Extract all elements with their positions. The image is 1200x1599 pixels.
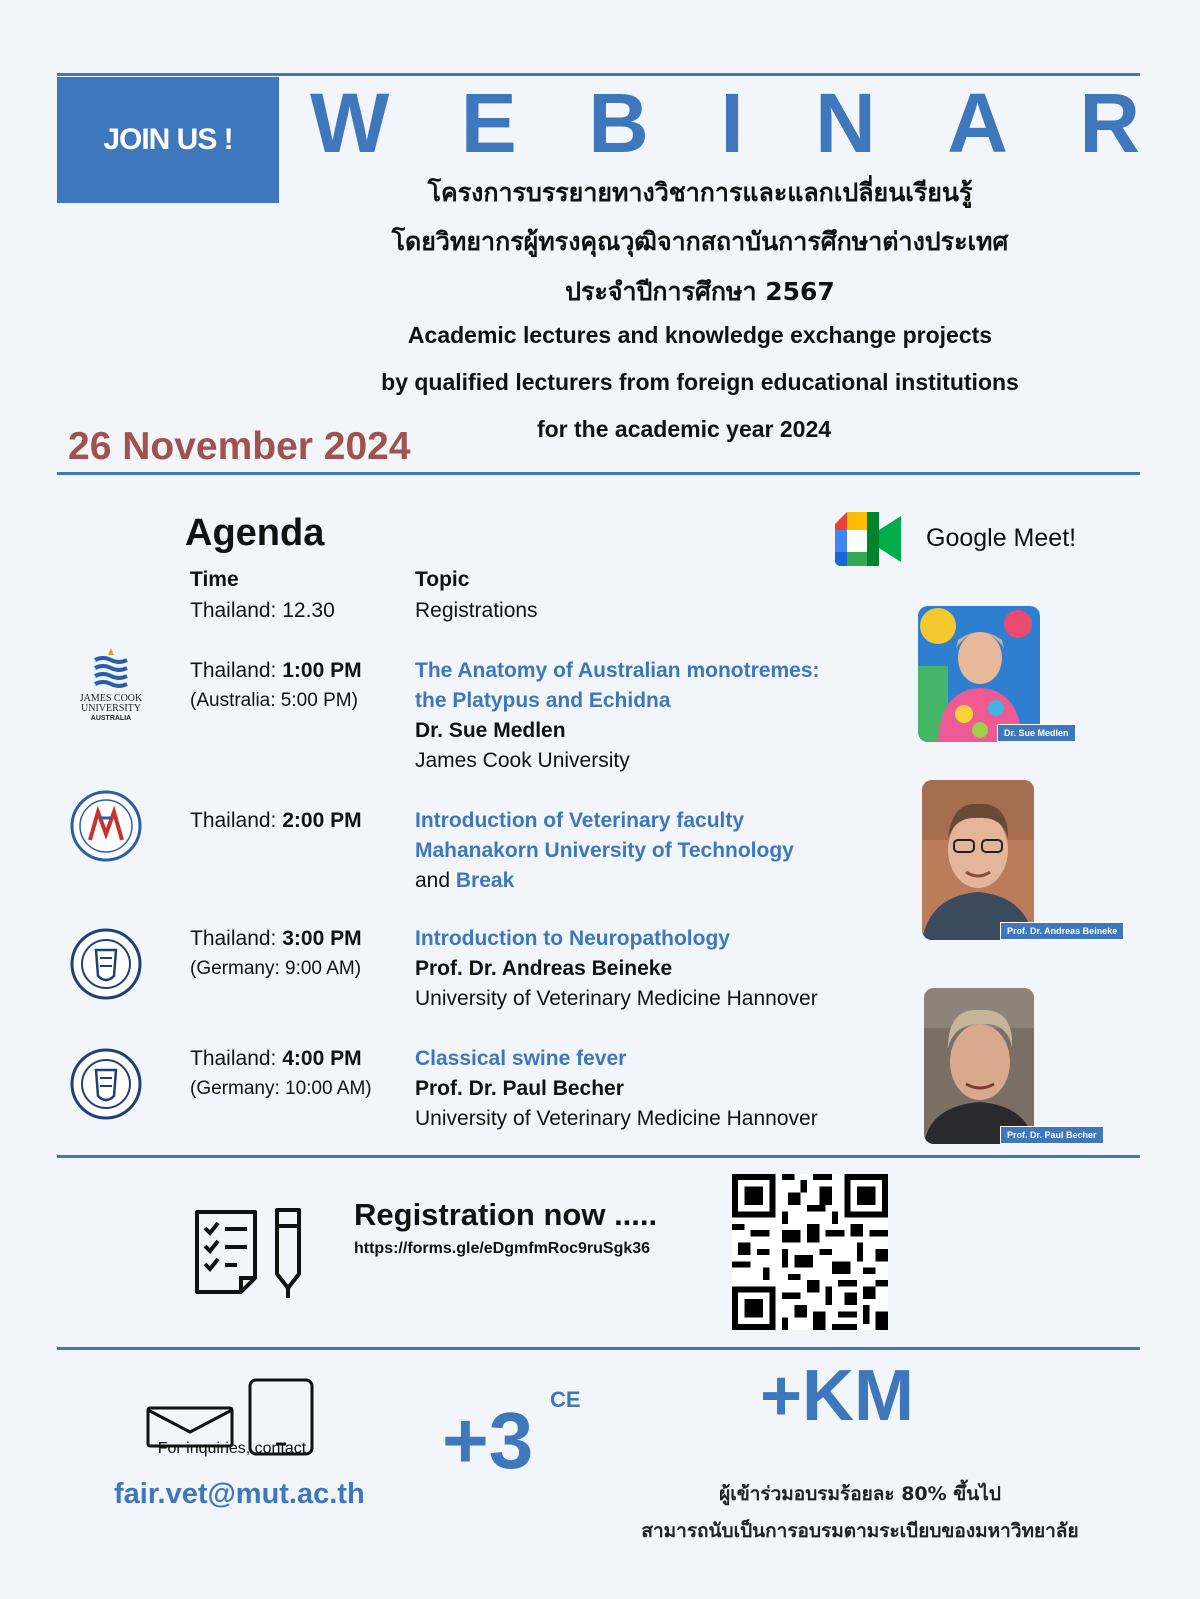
session-1-topic-line-2: the Platypus and Echidna: [415, 689, 671, 712]
session-3-local-time: (Germany: 9:00 AM): [190, 958, 362, 979]
session-4-time: Thailand: 4:00 PM: [190, 1047, 362, 1070]
webinar-letter: A: [947, 76, 1008, 170]
james-cook-crest-icon: [91, 646, 131, 690]
session-1-topic-line-1: The Anatomy of Australian monotremes:: [415, 659, 820, 682]
tiho-seal-icon: [70, 1048, 142, 1124]
speaker-photo-paul-becher: [924, 988, 1034, 1144]
session-3-speaker: Prof. Dr. Andreas Beineke: [415, 957, 673, 980]
webinar-letter: R: [1079, 76, 1140, 170]
james-cook-logo: [70, 646, 152, 723]
checklist-pen-icon: [193, 1208, 313, 1304]
km-label: +KM: [760, 1356, 915, 1436]
ce-credit-label: CE: [550, 1387, 581, 1412]
english-title-line-2: by qualified lecturers from foreign educational institutions: [381, 369, 1019, 395]
english-title-line-1: Academic lectures and knowledge exchange projects: [407, 322, 993, 348]
session-3-topic: Introduction to Neuropathology: [415, 927, 730, 950]
jcu-logo-text-3: AUSTRALIA: [90, 715, 132, 722]
session-4-institution: University of Veterinary Medicine Hannover: [415, 1107, 818, 1130]
english-title-line-3: for the academic year 2024: [536, 416, 832, 442]
session-1-time: Thailand: 1:00 PM: [190, 659, 362, 682]
event-date: 26 November 2024: [68, 425, 411, 468]
registration-topic: Registrations: [415, 599, 538, 622]
session-2-topic-line-1: Introduction of Veterinary faculty: [415, 809, 745, 832]
inquiries-label: For inquiries, contact: [157, 1440, 307, 1457]
photo-caption-paul-becher: Prof. Dr. Paul Becher: [1000, 1126, 1104, 1144]
session-2-topic-line-2: Mahanakorn University of Technology: [415, 839, 794, 862]
webinar-letter: I: [720, 76, 744, 170]
km-note-line-2: สามารถนับเป็นการอบรมตามระเบียบของมหาวิทยาลัย: [641, 1520, 1079, 1542]
session-3-institution: University of Veterinary Medicine Hannover: [415, 987, 818, 1010]
session-1-institution: James Cook University: [415, 749, 630, 772]
session-2-topic-line-3: and Break: [415, 869, 515, 892]
topic-column-header: Topic: [415, 568, 470, 591]
jcu-logo-text-2: UNIVERSITY: [81, 703, 141, 714]
agenda-divider: [57, 1155, 1140, 1158]
webinar-letter: B: [588, 76, 649, 170]
speaker-photo-sue-medlen: [918, 606, 1040, 742]
session-1-local-time: (Australia: 5:00 PM): [190, 690, 358, 711]
join-us-banner: JOIN US !: [57, 77, 279, 203]
registration-heading: Registration now .....: [354, 1197, 658, 1232]
google-meet-icon: [835, 512, 903, 570]
session-4-speaker: Prof. Dr. Paul Becher: [415, 1077, 624, 1100]
break-label: Break: [455, 869, 515, 892]
thai-title-line-3: ประจำปีการศึกษา 2567: [565, 277, 835, 306]
thai-title-line-1: โครงการบรรยายทางวิชาการและแลกเปลี่ยนเรียนรู้: [427, 178, 973, 207]
jcu-logo-text-1: JAMES COOK: [79, 693, 143, 704]
session-2-time: Thailand: 2:00 PM: [190, 809, 362, 832]
session-3-time: Thailand: 3:00 PM: [190, 927, 362, 950]
webinar-letter: N: [815, 76, 876, 170]
mut-logo-icon: [70, 790, 142, 866]
qr-code-icon[interactable]: [732, 1174, 888, 1334]
km-note-line-1: ผู้เข้าร่วมอบรมร้อยละ 80% ขึ้นไป: [719, 1483, 1001, 1505]
session-4-topic: Classical swine fever: [415, 1047, 627, 1070]
tiho-seal-icon: [70, 928, 142, 1004]
session-4-local-time: (Germany: 10:00 AM): [190, 1078, 372, 1099]
header-divider: [57, 472, 1140, 475]
time-column-header: Time: [190, 568, 239, 591]
webinar-title: [310, 78, 1140, 168]
registration-time: Thailand: 12.30: [190, 599, 335, 622]
thai-title-line-2: โดยวิทยากรผู้ทรงคุณวุฒิจากสถาบันการศึกษาต่างประเทศ: [391, 227, 1009, 256]
webinar-letter: E: [460, 76, 517, 170]
agenda-title: Agenda: [185, 512, 325, 554]
photo-caption-andreas-beineke: Prof. Dr. Andreas Beineke: [1000, 922, 1124, 940]
ce-credit-value: +3: [442, 1396, 534, 1485]
webinar-letter: W: [310, 76, 390, 170]
photo-caption-sue-medlen: Dr. Sue Medlen: [997, 724, 1076, 742]
contact-email[interactable]: fair.vet@mut.ac.th: [114, 1478, 365, 1510]
registration-link[interactable]: https://forms.gle/eDgmfmRoc9ruSgk36: [354, 1240, 651, 1257]
google-meet-label: Google Meet!: [926, 524, 1077, 552]
speaker-photo-andreas-beineke: [922, 780, 1034, 940]
registration-divider: [57, 1347, 1140, 1350]
session-1-speaker: Dr. Sue Medlen: [415, 719, 566, 742]
